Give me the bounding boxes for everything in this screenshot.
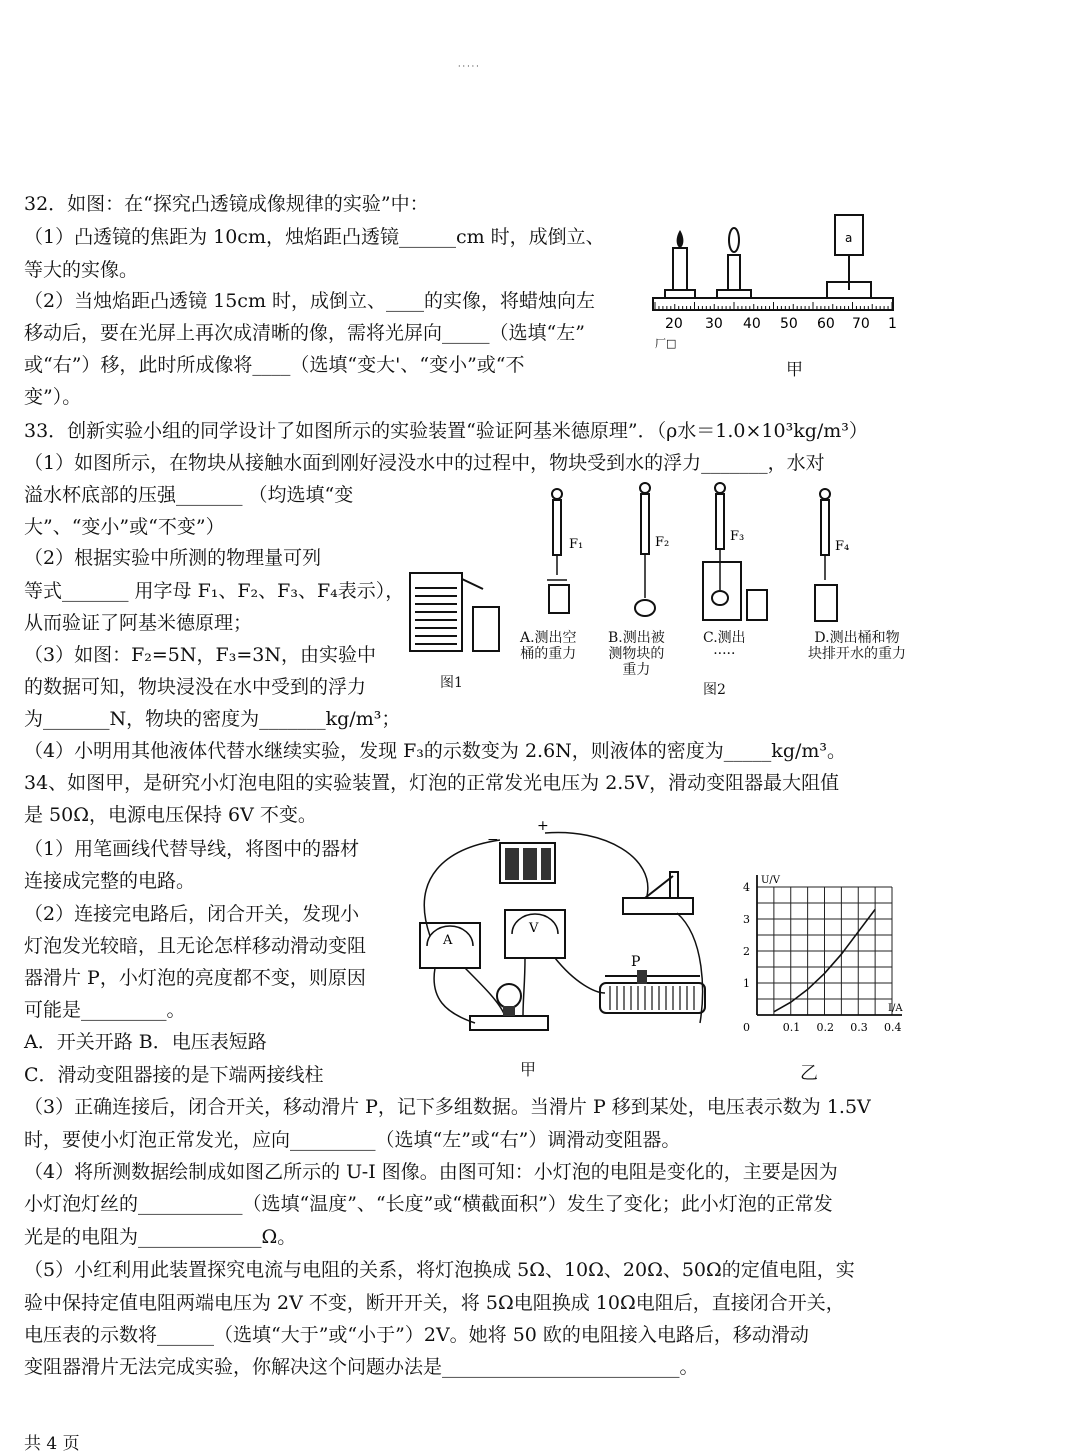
ui-chart [735, 865, 915, 1040]
circuit-caption: 甲 [520, 1060, 537, 1079]
x-tick-label: 0.2 [816, 1021, 834, 1034]
overflow-cup-figure [405, 565, 505, 660]
q34-line1: 34、如图甲，是研究小灯泡电阻的实验装置，灯泡的正常发光电压为 2.5V，滑动变阻器最大阻值 [24, 772, 840, 794]
footer-page: 共 4 页 [24, 1434, 80, 1454]
q34-line16: （5）小红利用此装置探究电流与电阻的关系，将灯泡换成 5Ω、10Ω、20Ω、50Ω的定值电阻，实 [24, 1259, 855, 1281]
y-axis-label: U/V [761, 875, 781, 886]
chart-caption: 乙 [800, 1063, 818, 1084]
ruler-label-20: 20 [665, 316, 683, 332]
q32-line3: 等大的实像。 [24, 259, 139, 281]
x-tick-label: 0 [743, 1021, 750, 1034]
force-label-f4: F₄ [835, 539, 850, 554]
force-label-f2: F₂ [655, 535, 670, 550]
q34-line2: 是 50Ω，电源电压保持 6V 不变。 [24, 804, 317, 826]
q34-line12: 时，要使小灯泡正常发光，应向_________（选填“左”或“右”）调滑动变阻器。 [24, 1129, 681, 1151]
q32-line6: 或“右”）移，此时所成像将____（选填“变大'、“变小”或“不 [24, 354, 525, 376]
circuit-figure [405, 818, 720, 1050]
q34-line19: 变阻器滑片无法完成实验，你解决这个问题办法是_________________________。 [24, 1356, 699, 1378]
q34-line4: 连接成完整的电路。 [24, 870, 196, 892]
caption-b: B.测出被 测物块的 重力 [608, 630, 665, 679]
q33-line1: 33．创新实验小组的同学设计了如图所示的实验装置“验证阿基米德原理”．（ρ水＝1.0×10³kg/m³） [24, 420, 868, 442]
q33-line8: （3）如图：F₂=5N，F₃=3N，由实验中 [24, 644, 376, 666]
q32-line7: 变”）。 [24, 386, 82, 408]
fig1-caption: 图1 [440, 675, 463, 691]
voltmeter-label: V [529, 921, 539, 936]
y-tick-label: 3 [743, 913, 750, 926]
caption-d: D.测出桶和物 块排开水的重力 [808, 630, 906, 663]
slider-p-label: P [631, 954, 641, 970]
q34-line18: 电压表的示数将______（选填“大于”或“小于”）2V。她将 50 欧的电阻接入电路后，移动滑动 [24, 1324, 809, 1346]
unit-mark: 厂□ [655, 337, 677, 350]
q33-line5: （2）根据实验中所测的物理量可列 [24, 547, 322, 569]
ruler-label-70: 70 [852, 316, 870, 332]
q33-line10: 为_______N，物块的密度为_______kg/m³； [24, 708, 401, 730]
q33-line3: 溢水杯底部的压强_______ （均选填“变 [24, 484, 354, 506]
x-tick-label: 0.1 [782, 1021, 801, 1034]
battery-minus: − [487, 832, 499, 848]
spring-scale-figure [525, 480, 850, 655]
y-tick-label: 4 [743, 881, 750, 894]
q33-line7: 从而验证了阿基米德原理； [24, 612, 253, 634]
q33-line9: 的数据可知，物块浸没在水中受到的浮力 [24, 676, 367, 698]
q34-line3: （1）用笔画线代替导线，将图中的器材 [24, 838, 360, 860]
q32-line1: 32．如图：在“探究凸透镜成像规律的实验”中： [24, 193, 429, 215]
ruler-label-end: 1 [888, 316, 897, 332]
q34-line5: （2）连接完电路后，闭合开关，发现小 [24, 903, 360, 925]
x-tick-label: 0.4 [884, 1021, 902, 1034]
ruler-label-30: 30 [705, 316, 723, 332]
q34-line7: 器滑片 P，小灯泡的亮度都不变，则原因 [24, 967, 366, 989]
q34-line9: A．开关开路 B．电压表短路 [24, 1031, 267, 1053]
caption-a: A.测出空 桶的重力 [520, 630, 577, 663]
force-label-f1: F₁ [569, 537, 584, 552]
q34-line10: C．滑动变阻器接的是下端两接线柱 [24, 1064, 324, 1086]
ruler-label-60: 60 [817, 316, 835, 332]
x-tick-label: 0.3 [850, 1021, 868, 1034]
lens-bench-figure [645, 210, 900, 350]
q33-line6: 等式_______ 用字母 F₁、F₂、F₃、F₄表示）， [24, 580, 405, 602]
q34-line17: 验中保持定值电阻两端电压为 2V 不变，断开开关，将 5Ω电阻换成 10Ω电阻后，直接闭合开关， [24, 1292, 845, 1314]
q34-line14: 小灯泡灯丝的___________（选填“温度”、“长度”或“横截面积”）发生了变化；此小灯泡的正常发 [24, 1193, 833, 1215]
header-mark: ····· [458, 62, 481, 71]
svg-text:a: a [845, 231, 853, 245]
force-label-f3: F₃ [730, 529, 745, 544]
q32-line4: （2）当烛焰距凸透镜 15cm 时，成倒立、____的实像，将蜡烛向左 [24, 290, 596, 312]
q33-line4: 大”、“变小”或“不变”） [24, 516, 225, 538]
caption-c: C.测出 ····· [703, 630, 746, 663]
q34-line11: （3）正确连接后，闭合开关，移动滑片 P，记下多组数据。当滑片 P 移到某处，电压表示数为 1.5V [24, 1096, 871, 1118]
q34-line8: 可能是_________。 [24, 999, 186, 1021]
q34-line6: 灯泡发光较暗，且无论怎样移动滑动变阻 [24, 935, 367, 957]
ruler-label-50: 50 [780, 316, 798, 332]
q33-line11: （4）小明用其他液体代替水继续实验，发现 F₃的示数变为 2.6N，则液体的密度为_____kg/m³。 [24, 740, 847, 762]
y-tick-label: 1 [743, 977, 750, 990]
q33-line2: （1）如图所示，在物块从接触水面到刚好浸没水中的过程中，物块受到水的浮力_______，水对 [24, 452, 825, 474]
q34-line15: 光是的电阻为_____________Ω。 [24, 1226, 297, 1248]
ruler-label-40: 40 [743, 316, 761, 332]
battery-plus: + [537, 818, 549, 834]
y-tick-label: 2 [743, 945, 750, 958]
q32-fig-caption: 甲 [786, 360, 803, 380]
q32-line2: （1）凸透镜的焦距为 10cm，烛焰距凸透镜______cm 时，成倒立、 [24, 226, 605, 248]
ammeter-label: A [443, 933, 453, 948]
x-axis-label: I/A [888, 1003, 903, 1014]
q32-line5: 移动后，要在光屏上再次成清晰的像，需将光屏向_____（选填“左” [24, 322, 585, 344]
q34-line13: （4）将所测数据绘制成如图乙所示的 U-I 图像。由图可知：小灯泡的电阻是变化的，主要是因为 [24, 1161, 838, 1183]
fig2-caption: 图2 [703, 682, 726, 698]
